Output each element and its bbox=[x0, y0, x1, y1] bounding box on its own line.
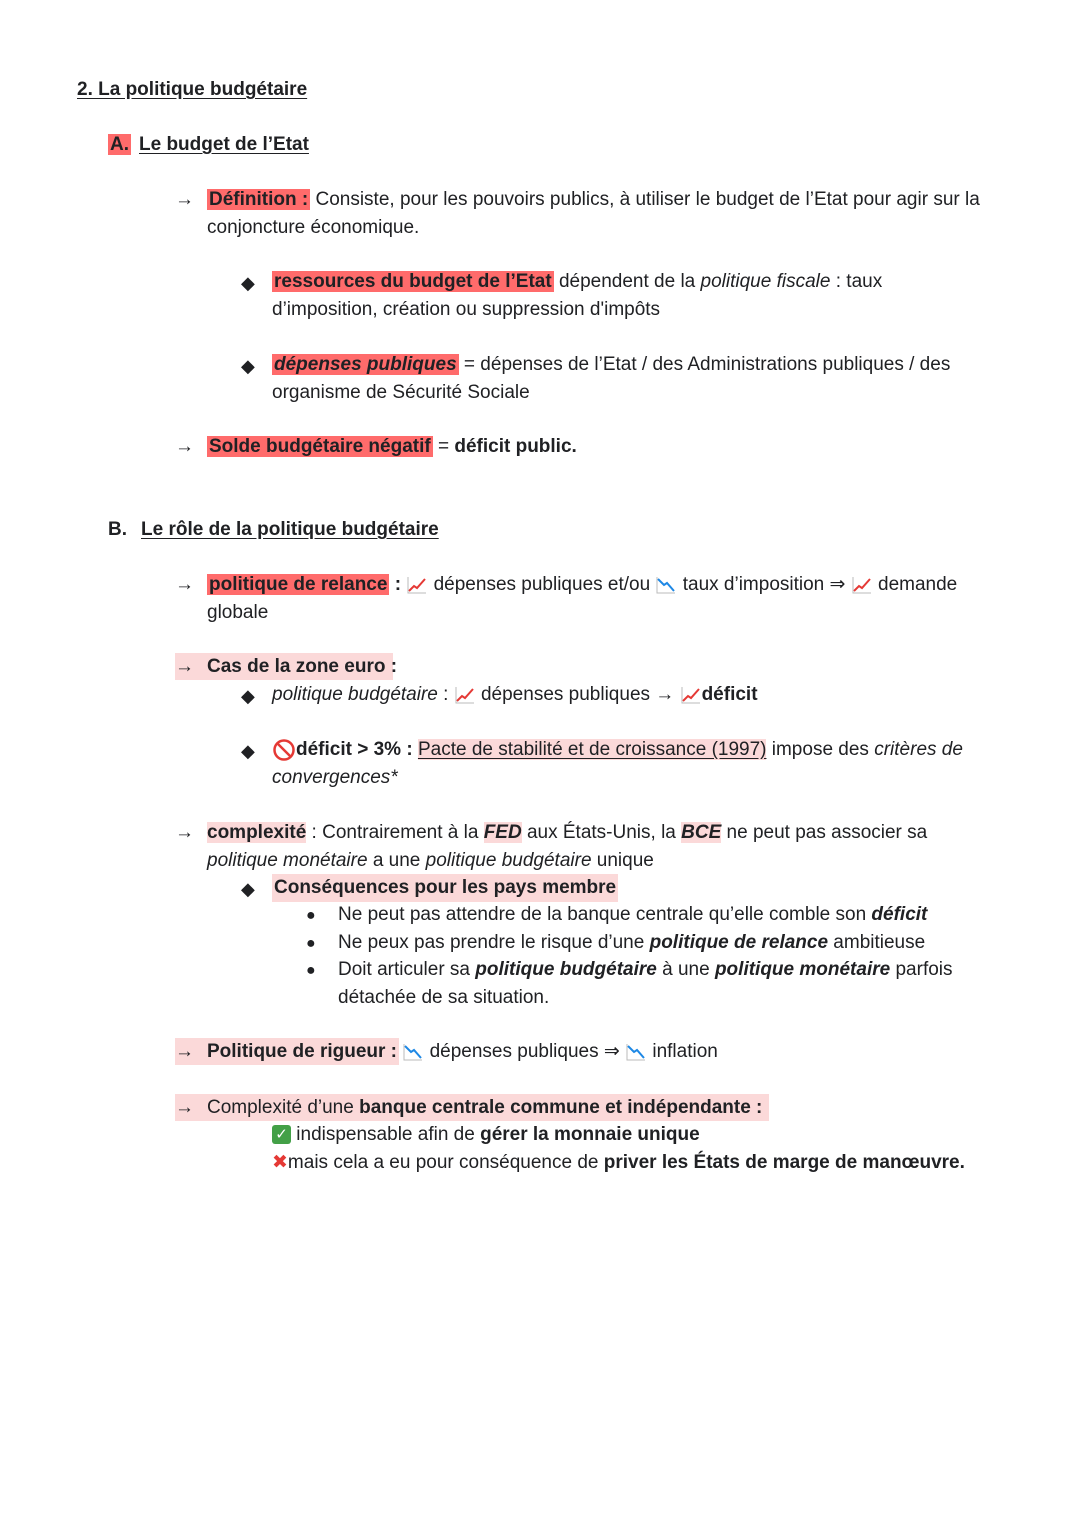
part-a-letter: A. bbox=[110, 134, 129, 155]
rigueur-text-1: dépenses publiques ⇒ bbox=[424, 1041, 626, 1062]
depenses-text: = dépenses de l’Etat / des Administrations publiques / des organisme de Sécurité Sociale bbox=[272, 354, 951, 403]
relance-colon: : bbox=[389, 574, 407, 595]
complexite-italic-1: politique monétaire bbox=[207, 849, 368, 871]
bce-label: BCE bbox=[681, 822, 722, 843]
cons3-text-2: à une bbox=[656, 959, 715, 980]
complexite-text-5: unique bbox=[591, 849, 654, 871]
arrow-icon: → bbox=[175, 574, 194, 595]
zone-item-2 bbox=[272, 736, 1012, 791]
cons2-bold: politique de relance bbox=[649, 932, 829, 953]
cons3-bold-2: politique monétaire bbox=[714, 959, 891, 980]
fed-label: FED bbox=[483, 822, 522, 843]
rigueur-label: Politique de rigueur : bbox=[207, 1041, 398, 1062]
ressources-label: ressources du budget de l’Etat bbox=[274, 271, 552, 292]
zone-item1-bold: déficit bbox=[701, 684, 758, 705]
bc-item bbox=[207, 1094, 762, 1122]
zone-item1-text-2: dépenses publiques → bbox=[475, 684, 680, 705]
arrow-icon: → bbox=[175, 656, 194, 677]
diamond-icon: ◆ bbox=[241, 356, 255, 376]
diamond-icon: ◆ bbox=[241, 879, 255, 899]
consequences-label: Conséquences pour les pays membre bbox=[272, 874, 618, 902]
ressources-text: dépendent de la bbox=[553, 271, 701, 292]
pacte-link[interactable]: Pacte de stabilité et de croissance (1997) bbox=[417, 739, 767, 760]
relance-text-2: taux d’imposition ⇒ bbox=[677, 574, 851, 595]
cons2-text-2: ambitieuse bbox=[828, 932, 926, 953]
no-entry-icon bbox=[272, 738, 296, 762]
diamond-icon: ◆ bbox=[241, 686, 255, 706]
consequence-1 bbox=[338, 901, 927, 929]
complexite-italic-2: politique budgétaire bbox=[425, 849, 592, 871]
consequence-2 bbox=[338, 929, 925, 957]
definition-label: Définition : bbox=[209, 189, 309, 210]
zone-euro-label: Cas de la zone euro : bbox=[207, 656, 398, 677]
arrow-icon: → bbox=[175, 436, 194, 457]
relance-label: politique de relance bbox=[209, 574, 388, 595]
arrow-icon: → bbox=[175, 189, 194, 210]
diamond-icon: ◆ bbox=[241, 741, 255, 761]
bc-text: Complexité d’une bbox=[207, 1097, 360, 1118]
chart-up-icon bbox=[680, 685, 702, 705]
bc-bold: banque centrale commune et indépendante : bbox=[359, 1097, 763, 1118]
arrow-icon: → bbox=[175, 1097, 194, 1118]
zone-item2-bold: déficit > 3% : bbox=[296, 739, 418, 760]
depenses-item bbox=[272, 351, 992, 406]
solde-label: Solde budgétaire négatif bbox=[209, 436, 431, 457]
part-b-letter: B. bbox=[108, 519, 127, 540]
zone-item1-italic: politique budgétaire bbox=[272, 684, 438, 705]
cons3-bold-1: politique budgétaire bbox=[475, 959, 657, 980]
consequence-3 bbox=[338, 956, 1018, 1011]
complexite-item bbox=[207, 819, 1017, 874]
ressources-text-2: : taux d’imposition, création ou suppression d'impôts bbox=[272, 271, 883, 320]
bullet-icon: ● bbox=[306, 907, 316, 924]
arrow-icon: → bbox=[175, 1041, 194, 1062]
bullet-icon: ● bbox=[306, 935, 316, 952]
cons3-text-3: parfois bbox=[890, 959, 953, 980]
zone-item-1 bbox=[272, 681, 758, 709]
chart-up-icon bbox=[454, 685, 476, 705]
part-b-heading bbox=[108, 516, 439, 544]
arrow-icon: → bbox=[175, 822, 194, 843]
diamond-icon: ◆ bbox=[241, 273, 255, 293]
zone-item2-italic-2: convergences* bbox=[272, 766, 398, 788]
solde-item bbox=[207, 433, 577, 461]
bullet-icon: ● bbox=[306, 962, 316, 979]
complexite-text-4: a une bbox=[367, 849, 426, 871]
ressources-item bbox=[272, 268, 952, 323]
zone-item2-text: impose des bbox=[766, 739, 875, 760]
complexite-text-1: : Contrairement à la bbox=[306, 822, 484, 843]
relance-item bbox=[207, 571, 1017, 626]
chart-down-icon bbox=[655, 575, 677, 595]
section-title: 2. La politique budgétaire bbox=[77, 79, 308, 100]
cons3-text-4: détachée de sa situation. bbox=[338, 986, 550, 1008]
cons2-text: Ne peux pas prendre le risque d’une bbox=[338, 932, 650, 953]
bc-yes-item bbox=[272, 1121, 700, 1149]
relance-text-3: demande globale bbox=[207, 574, 958, 623]
part-a-title: Le budget de l’Etat bbox=[139, 134, 309, 155]
complexite-label: complexité bbox=[207, 822, 307, 843]
cons1-bold: déficit bbox=[871, 904, 928, 925]
complexite-text-3: ne peut pas associer sa bbox=[721, 822, 928, 843]
complexite-text-2: aux États-Unis, la bbox=[521, 822, 682, 843]
solde-eq: = bbox=[432, 436, 455, 457]
chart-down-icon bbox=[625, 1042, 647, 1062]
ressources-italic: politique fiscale bbox=[700, 271, 831, 292]
definition-item bbox=[207, 186, 1017, 241]
chart-up-icon bbox=[406, 575, 428, 595]
cross-icon: ✖ bbox=[272, 1152, 288, 1173]
relance-text-1: dépenses publiques et/ou bbox=[428, 574, 656, 595]
part-a-heading bbox=[108, 131, 309, 159]
bc-no-bold: priver les États de marge de manœuvre. bbox=[603, 1152, 965, 1173]
depenses-label: dépenses publiques bbox=[274, 354, 457, 375]
chart-down-icon bbox=[402, 1042, 424, 1062]
bc-yes-bold: gérer la monnaie unique bbox=[480, 1124, 700, 1145]
part-b-title: Le rôle de la politique budgétaire bbox=[141, 519, 439, 540]
zone-item2-italic: critères de bbox=[874, 739, 963, 760]
rigueur-item bbox=[207, 1038, 718, 1066]
cons1-text: Ne peut pas attendre de la banque centrale qu’elle comble son bbox=[338, 904, 872, 925]
definition-text: Consiste, pour les pouvoirs publics, à utiliser le budget de l’Etat pour agir sur la conjoncture économique. bbox=[207, 189, 980, 238]
solde-result: déficit public. bbox=[454, 436, 577, 457]
rigueur-text-2: inflation bbox=[647, 1041, 718, 1062]
check-icon: ✓ bbox=[272, 1125, 291, 1144]
bc-no-text: mais cela a eu pour conséquence de bbox=[287, 1152, 604, 1173]
bc-yes-text: indispensable afin de bbox=[291, 1124, 481, 1145]
bc-no-item bbox=[272, 1149, 965, 1177]
cons3-text: Doit articuler sa bbox=[338, 959, 476, 980]
zone-item1-text: : bbox=[437, 684, 454, 705]
chart-up-icon bbox=[851, 575, 873, 595]
